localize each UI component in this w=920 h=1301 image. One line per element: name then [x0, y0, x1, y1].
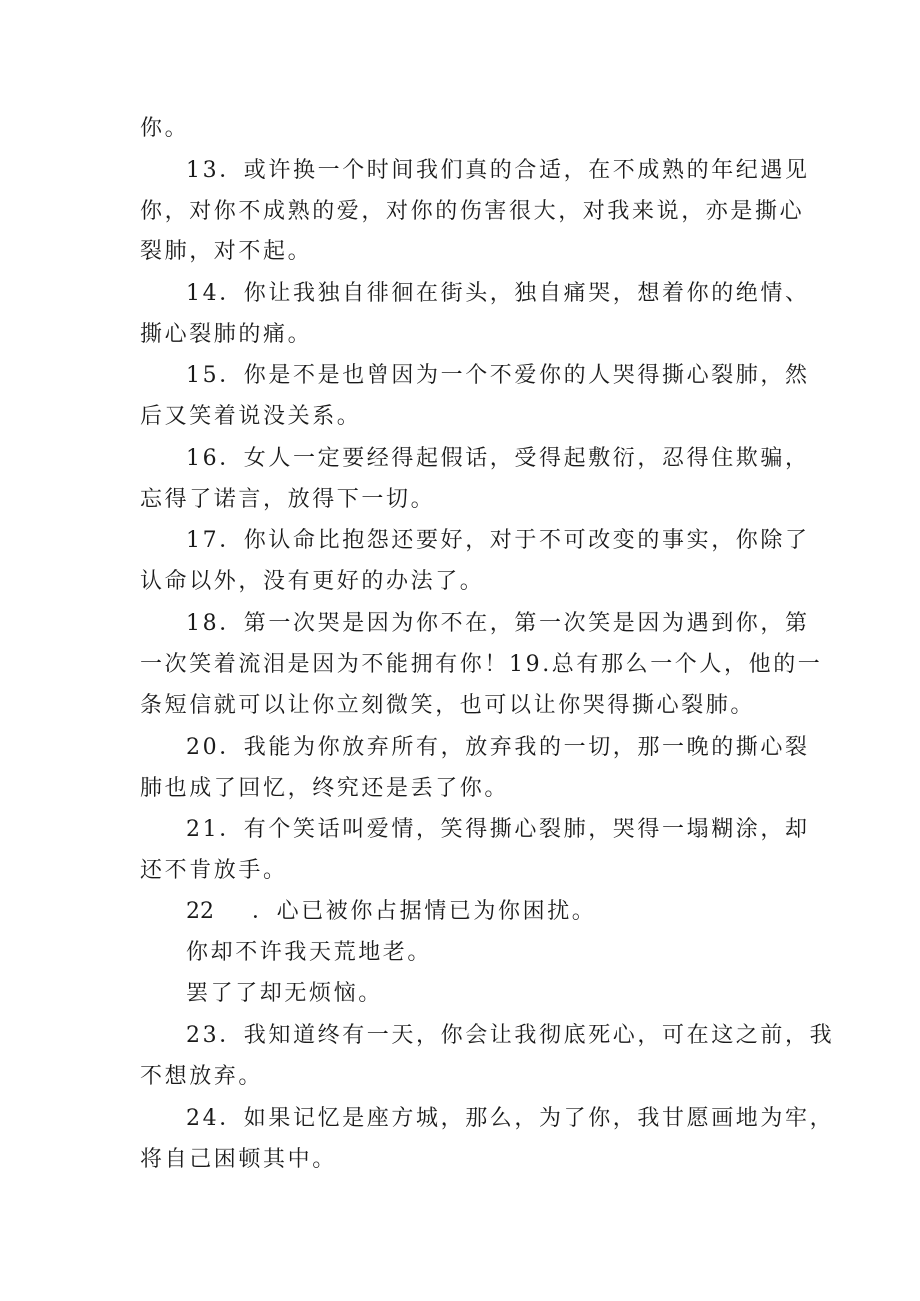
text-line: 将自己困顿其中。: [140, 1147, 337, 1172]
text-line: 不想放弃。: [140, 1064, 264, 1089]
item-text: ．心已被你占据情已为你困扰。: [252, 899, 597, 924]
text-line: 20．我能为你放弃所有，放弃我的一切，那一晚的撕心裂: [186, 735, 810, 760]
item-number: 22: [186, 899, 214, 924]
text-line: 18．第一次哭是因为你不在，第一次笑是因为遇到你，第: [186, 611, 810, 636]
text-line: 忘得了诺言，放得下一切。: [140, 487, 436, 512]
text-line: 14．你让我独自徘徊在街头，独自痛哭，想着你的绝情、: [186, 281, 810, 306]
text-line: 24．如果记忆是座方城，那么，为了你，我甘愿画地为牢，: [186, 1106, 835, 1131]
text-line: 你，对你不成熟的爱，对你的伤害很大，对我来说，亦是撕心: [140, 199, 805, 224]
text-line: 17．你认命比抱怨还要好，对于不可改变的事实，你除了: [186, 528, 810, 553]
text-line: 16．女人一定要经得起假话，受得起敷衍，忍得住欺骗，: [186, 446, 810, 471]
text-line: 罢了了却无烦恼。: [186, 981, 383, 1006]
text-line: 你却不许我天荒地老。: [186, 940, 433, 965]
text-line: [186, 897, 596, 927]
text-line: 你。: [140, 116, 190, 141]
text-line: 肺也成了回忆，终究还是丢了你。: [140, 776, 510, 801]
text-line: 撕心裂肺的痛。: [140, 322, 313, 347]
text-line: 23．我知道终有一天，你会让我彻底死心，可在这之前，我: [186, 1023, 835, 1048]
text-line: 21．有个笑话叫爱情，笑得撕心裂肺，哭得一塌糊涂，却: [186, 817, 810, 842]
text-line: 还不肯放手。: [140, 858, 288, 883]
text-line: 条短信就可以让你立刻微笑，也可以让你哭得撕心裂肺。: [140, 693, 756, 718]
text-line: 13．或许换一个时间我们真的合适，在不成熟的年纪遇见: [186, 158, 810, 183]
text-line: 后又笑着说没关系。: [140, 404, 362, 429]
text-line: 认命以外，没有更好的办法了。: [140, 569, 485, 594]
text-line: 裂肺，对不起。: [140, 239, 313, 264]
text-line: 15．你是不是也曾因为一个不爱你的人哭得撕心裂肺，然: [186, 363, 810, 388]
text-line: 一次笑着流泪是因为不能拥有你！19.总有那么一个人，他的一: [140, 652, 823, 677]
